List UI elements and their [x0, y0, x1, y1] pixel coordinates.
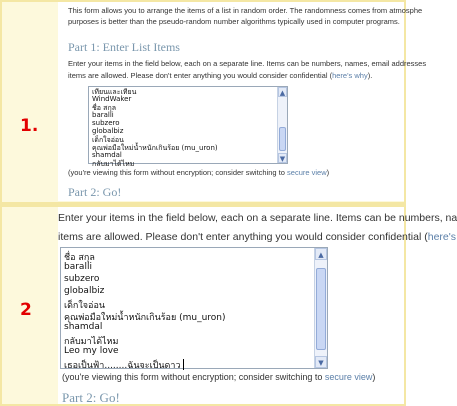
instructions-line-2: items are allowed. Please don't enter anything you would consider confidential (here's	[58, 231, 457, 243]
textarea-line: ชื่อ สกุล	[64, 253, 95, 263]
textarea-line: เด็กใจอ่อน	[92, 136, 124, 144]
scroll-up-icon[interactable]: ▲	[279, 89, 286, 97]
scroll-thumb[interactable]	[279, 127, 286, 151]
scroll-up-icon[interactable]: ▲	[315, 248, 327, 260]
textarea-scrollbar[interactable]	[277, 87, 287, 163]
step-marker-1: 1.	[20, 116, 39, 136]
textarea-line: คุณพ่อมือใหม่น้ำหนักเกินร้อย (mu_uron)	[92, 144, 218, 152]
textarea-line: baralli	[92, 111, 114, 119]
textarea-line: globalbiz	[92, 127, 124, 135]
scroll-down-icon[interactable]: ▼	[279, 155, 286, 163]
part1-heading: Part 1: Enter List Items	[68, 40, 180, 54]
textarea-line: กลับมาได้ไหม	[64, 337, 119, 347]
bottom-panel	[58, 207, 457, 405]
encryption-note: (you're viewing this form without encryption; consider switching to secure view)	[68, 168, 330, 177]
instructions-line-1: Enter your items in the field below, each on a separate line. Items can be numbers, names, email addresses	[68, 59, 427, 68]
top-panel	[58, 2, 427, 201]
secure-view-link[interactable]: secure view	[287, 168, 327, 177]
textarea-line: เด็กใจอ่อน	[64, 301, 106, 311]
textarea-line: กลับมาได้ไหม	[92, 160, 135, 168]
why-link[interactable]: here's why	[332, 71, 368, 80]
textarea-line: subzero	[92, 119, 120, 127]
textarea-line: คุณพ่อมือใหม่น้ำหนักเกินร้อย (mu_uron)	[64, 313, 226, 323]
textarea-line: shamdal	[64, 322, 103, 332]
secure-view-link[interactable]: secure view	[324, 372, 373, 382]
textarea-line-with-caret: เธอเป็นฟ้า........ฉันจะเป็นดาว	[64, 358, 184, 372]
textarea-line: shamdal	[92, 151, 122, 159]
textarea-line: subzero	[64, 274, 100, 284]
intro-line-1: This form allows you to arrange the items of a list in random order. The randomness comes from atmosphe	[68, 6, 423, 15]
encryption-note: (you're viewing this form without encryption; consider switching to secure view)	[62, 372, 376, 382]
part2-heading: Part 2: Go!	[62, 390, 120, 405]
list-items-textarea[interactable]	[88, 86, 288, 168]
textarea-scrollbar[interactable]	[314, 248, 327, 368]
instructions-line-2: items are allowed. Please don't enter anything you would consider confidential (here's why).	[68, 71, 373, 80]
textarea-line: Leo my love	[64, 346, 119, 356]
textarea-line: WindWaker	[92, 95, 132, 103]
instructions-line-1: Enter your items in the field below, each on a separate line. Items can be numbers, na	[58, 212, 457, 224]
scroll-thumb[interactable]	[316, 268, 326, 350]
textarea-line: เทียนและเทียน	[92, 88, 137, 96]
step-marker-2: 2	[20, 300, 32, 320]
part2-heading: Part 2: Go!	[68, 185, 122, 199]
textarea-line: ชื่อ สกุล	[92, 104, 116, 112]
textarea-line: baralli	[64, 262, 92, 272]
list-items-textarea[interactable]	[60, 247, 328, 369]
why-link[interactable]: here's	[427, 231, 457, 243]
scroll-down-icon[interactable]: ▼	[315, 356, 327, 368]
intro-line-2: purposes is better than the pseudo-random number algorithms typically used in computer programs.	[68, 17, 400, 26]
textarea-line: globalbiz	[64, 286, 105, 296]
text-caret	[183, 359, 184, 370]
